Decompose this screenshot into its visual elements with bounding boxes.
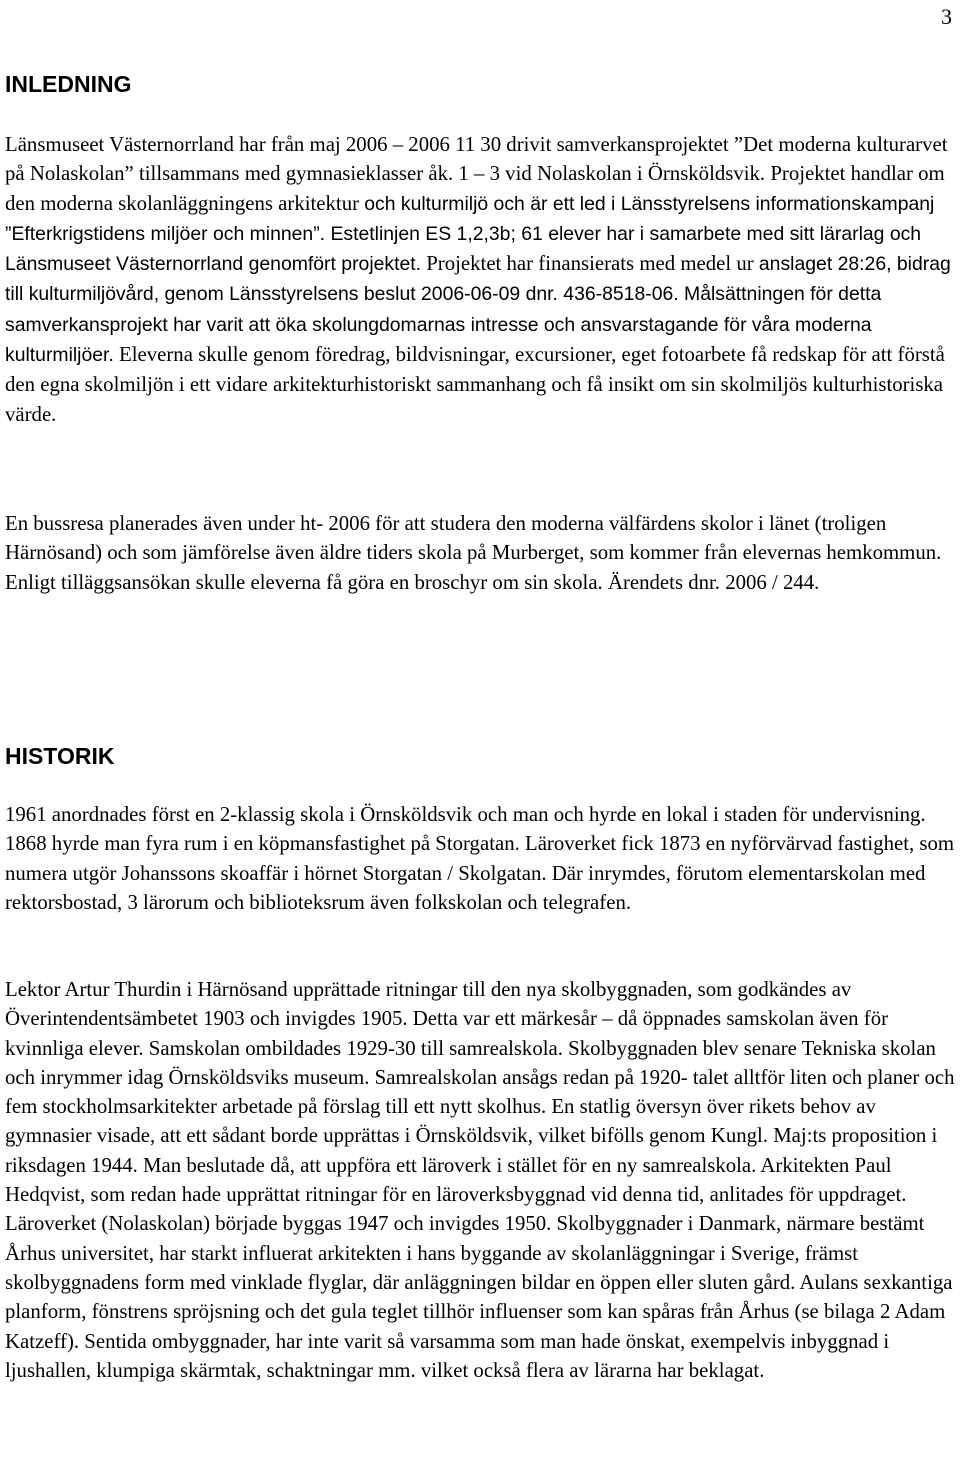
intro-p1-text-a: Länsmuseet Västernorrland har från maj 2006 – 2006 11 30 drivit samverkansprojektet ”Det moderna kulturarvet på Nolaskolan” tillsammans med gymnasieklasser åk. 1 – 3 vid Nolaskolan i Örnsköldsvik. Projektet handlar om den moderna skolanläggningens arkitektur [5,133,948,215]
intro-paragraph-2: En bussresa planerades även under ht- 2006 för att studera den moderna välfärdens skolor i länet (troligen Härnösand) och som jämförelse även äldre tiders skola på Murberget, som kommer från elevernas hemkommun. Enligt tilläggsansökan skulle eleverna få göra en broschyr om sin skola. Ärendets dnr. 2006 / 244. [5,512,942,594]
intro-paragraph-1 [5,130,957,429]
history-paragraph-2: Lektor Artur Thurdin i Härnösand upprättade ritningar till den nya skolbyggnaden, som godkändes av Överintendentsämbetet 1903 och invigdes 1905. Detta var ett märkesår – då öppnades samskolan även för kvinnliga elever. Samskolan ombildades 1929-30 till samrealskola. Skolbyggnaden blev senare Tekniska skolan och inrymmer idag Örnsköldsviks museum. Samrealskolan ansågs redan på 1920- talet alltför liten och planer och fem stockholmsarkitekter arbetade på förslag till ett nytt skolhus. En statlig översyn över rikets behov av gymnasier visade, att ett sådant borde upprättas i Örnsköldsvik, vilket bifölls genom Kungl. Maj:ts proposition i riksdagen 1944. Man beslutade då, att uppföra ett läroverk i stället för en ny samrealskola. Arkitekten Paul Hedqvist, som redan hade upprättat ritningar för en läroverksbyggnad vid denna tid, anlitades för uppdraget. Läroverket (Nolaskolan) började byggas 1947 och invigdes 1950. Skolbyggnader i Danmark, närmare bestämt Århus universitet, har starkt influerat arkitekten i hans byggande av skolanläggningar i Sverige, främst skolbyggnadens form med vinklade flyglar, där anläggningen bildar en öppen eller sluten gård. Aulans sexkantiga planform, fönstrens spröjsning och det gula teglet tillhör influenser som kan spåras från Århus (se bilaga 2 Adam Katzeff). Sentida ombyggnader, har inte varit så varsamma som man hade önskat, exempelvis inbyggnad i ljushallen, klumpiga skärmtak, schaktningar mm. vilket också flera av lärarna har beklagat. [5,978,955,1382]
history-paragraph-1: 1961 anordnades först en 2-klassig skola i Örnsköldsvik och man och hyrde en lokal i staden för undervisning. 1868 hyrde man fyra rum i en köpmansfastighet på Storgatan. Läroverket fick 1873 en nyförvärvad fastighet, som numera utgör Johanssons skoaffär i hörnet Storgatan / Skolgatan. Där inrymdes, förutom elementarskolan med rektorsbostad, 3 lärorum och biblioteksrum även folkskolan och telegrafen. [5,803,955,914]
intro-p1-text-c: Projektet har finansierats med medel ur [421,252,759,276]
history-heading: HISTORIK [5,743,115,769]
intro-p1-text-e: Eleverna skulle genom föredrag, bildvisningar, excursioner, eget fotoarbete få redskap för att förstå den egna skolmiljön i ett vidare arkitekturhistoriskt sammanhang och få insikt om sin skolmiljös kulturhistoriska värde. [5,343,945,426]
intro-heading: INLEDNING [5,71,132,97]
page-number: 3 [941,4,952,29]
intro-p1-text-d: anslaget 28:26, bidrag till kulturmiljövård, genom Länsstyrelsens beslut 2006-06-09 dnr. 436-8518-06. Målsättningen för detta samverkansprojekt har varit att öka skolungdomarnas intresse och ansvarstagande för våra moderna kulturmiljöer. [5,253,951,367]
intro-p1-text-b: och kulturmiljö och är ett led i Länsstyrelsens informationskampanj ”Efterkrigstidens miljöer och minnen”. Estetlinjen ES 1,2,3b; 61 elever har i samarbete med sitt lärarlag och Länsmuseet Västernorrland genomfört projektet. [5,192,935,276]
